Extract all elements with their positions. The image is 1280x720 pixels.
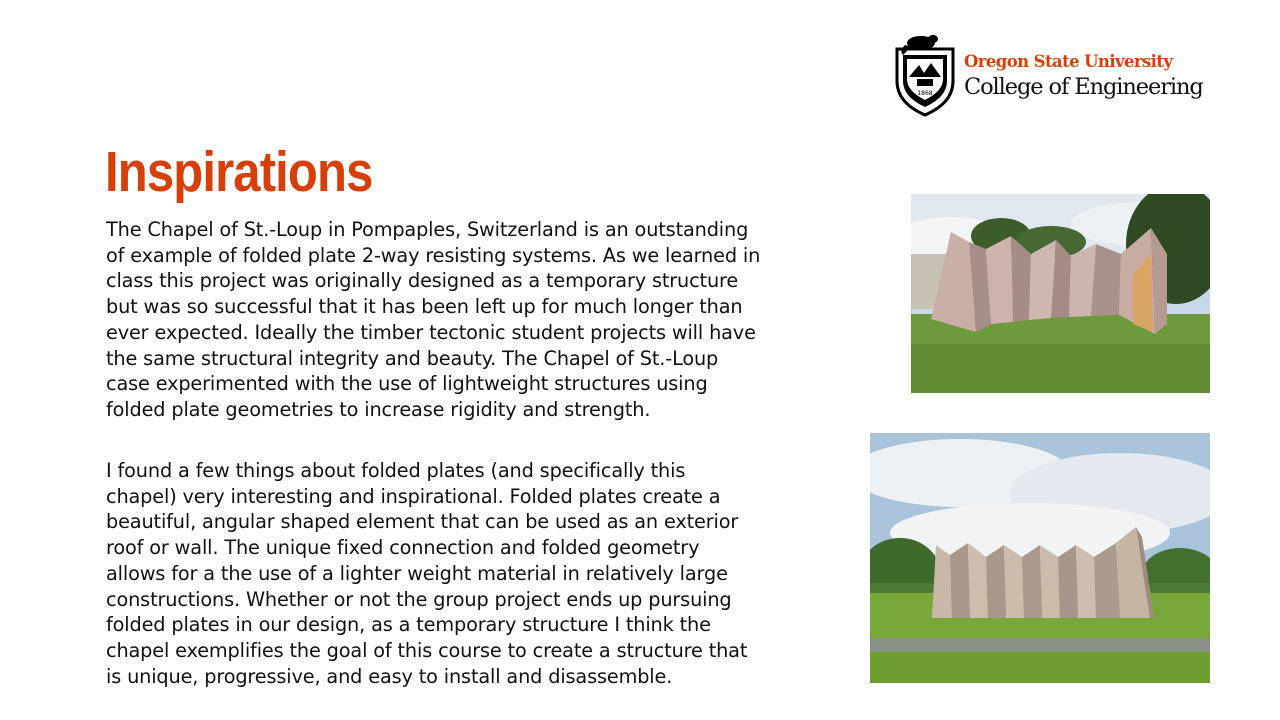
text-line: of example of folded plate 2-way resisting systems. As we learned in — [106, 243, 761, 267]
text-line: the same structural integrity and beauty. The Chapel of St.-Loup — [106, 346, 719, 370]
osu-seal-icon — [891, 33, 959, 117]
university-name: Oregon State University — [964, 52, 1173, 71]
slide-title: Inspirations — [105, 140, 373, 204]
text-line: folded plates in our design, as a temporary structure I think the — [106, 613, 711, 637]
chapel-photo-angled-view — [911, 194, 1210, 393]
osu-engineering-logo — [891, 33, 1203, 119]
text-line: allows for a the use of a lighter weight material in relatively large — [106, 561, 728, 585]
text-line: is unique, progressive, and easy to install and disassemble. — [106, 664, 673, 688]
paragraph-folded-plates-inspiration — [106, 458, 866, 689]
text-line: case experimented with the use of lightweight structures using — [106, 372, 708, 396]
text-line: but was so successful that it has been left up for much longer than — [106, 295, 743, 319]
text-line: constructions. Whether or not the group project ends up pursuing — [106, 587, 732, 611]
college-name: College of Engineering — [964, 74, 1203, 100]
text-line: beautiful, angular shaped element that can be used as an exterior — [106, 510, 739, 534]
text-line: folded plate geometries to increase rigidity and strength. — [106, 397, 651, 421]
chapel-photo-side-view — [870, 433, 1210, 683]
text-line: class this project was originally designed as a temporary structure — [106, 269, 739, 293]
text-line: roof or wall. The unique fixed connection and folded geometry — [106, 536, 700, 560]
text-line: I found a few things about folded plates (and specifically this — [106, 459, 686, 482]
text-line: The Chapel of St.-Loup in Pompaples, Switzerland is an outstanding — [106, 218, 749, 241]
text-line: chapel exemplifies the goal of this course to create a structure that — [106, 638, 748, 662]
text-line: ever expected. Ideally the timber tectonic student projects will have — [106, 320, 756, 344]
paragraph-chapel-description — [106, 217, 866, 423]
svg-text:1868: 1868 — [917, 90, 933, 97]
text-line: chapel) very interesting and inspirational. Folded plates create a — [106, 484, 721, 508]
